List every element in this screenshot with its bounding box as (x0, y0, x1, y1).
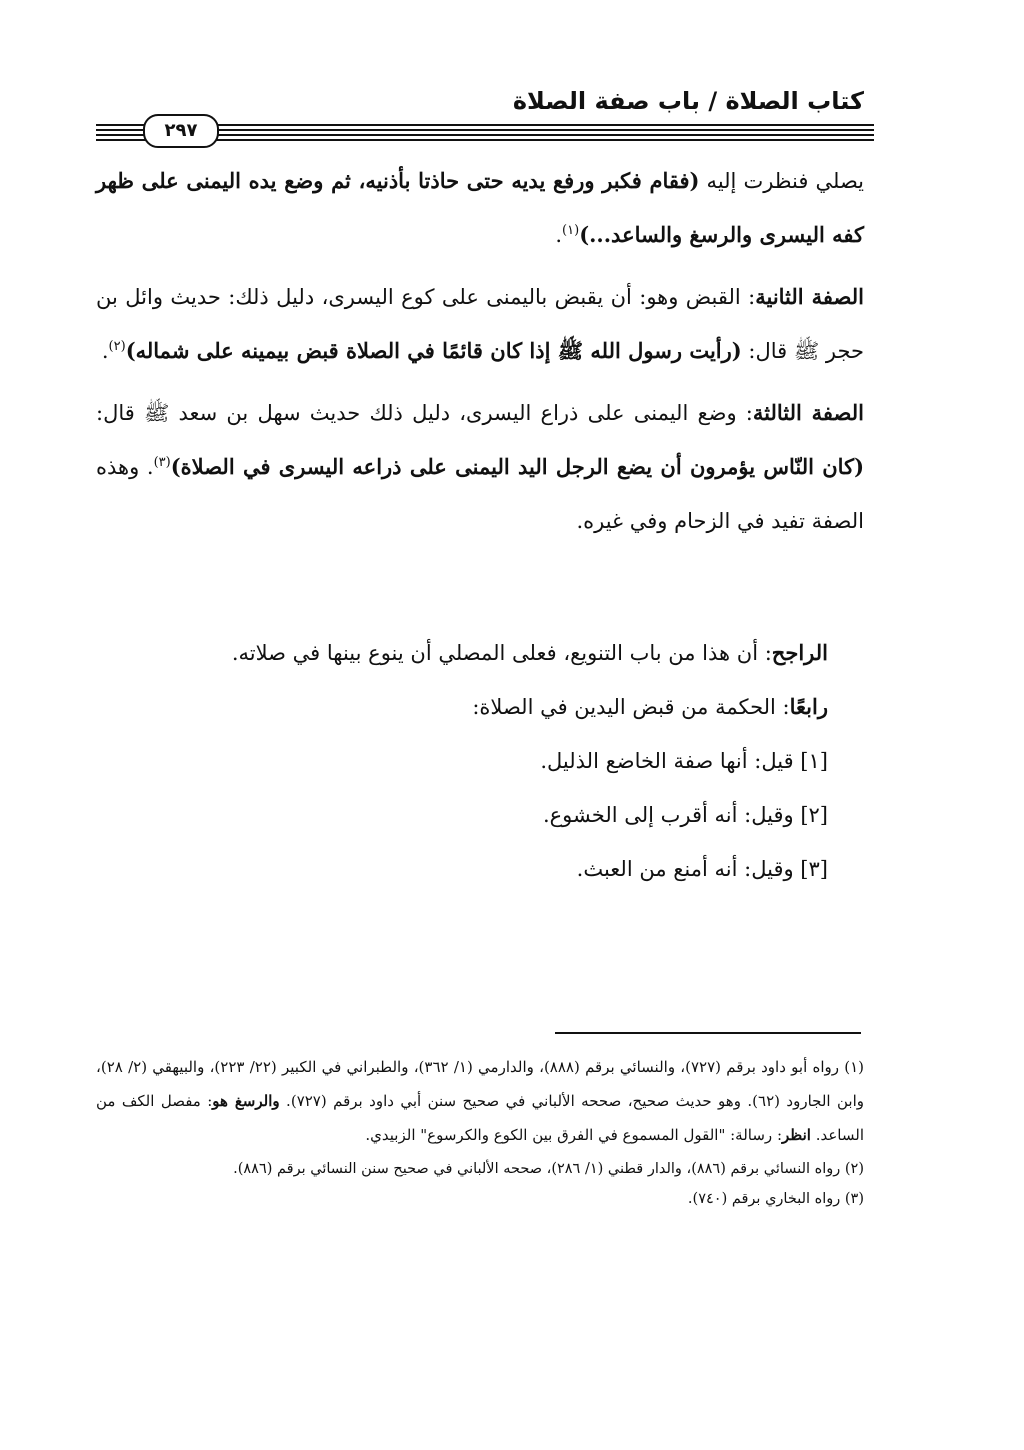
footnote-text: : مفصل الكف من الساعد. (96, 1092, 864, 1144)
footnotes (96, 1050, 864, 1214)
text-span: : القبض وهو: أن يقبض باليمنى على كوع اليسرى، دليل ذلك: حديث وائل بن حجر ﷺ قال: (96, 285, 864, 363)
list-item: [٣] وقيل: أنه أمنع من العبث. (576, 857, 828, 881)
section-label: الراجح (771, 640, 828, 665)
paragraph (96, 680, 828, 734)
footnote-label: والرسغ هو (212, 1092, 280, 1110)
hadith-quote: (كان النّاس يؤمرون أن يضع الرجل اليد اليمنى على ذراعه اليسرى في الصلاة) (170, 454, 865, 479)
paragraph (96, 270, 864, 378)
footnote-ref[interactable]: (٢) (108, 339, 126, 354)
footnote: (٢) رواه النسائي برقم (٨٨٦)، والدار قطني (١/ ٢٨٦)، صححه الألباني في صحيح سنن النسائي برقم (٨٨٦). (233, 1161, 864, 1177)
running-header-title: كتاب الصلاة / باب صفة الصلاة (512, 87, 864, 115)
text-span: : أن هذا من باب التنويع، فعلى المصلي أن ينوع بينها في صلاته. (231, 641, 772, 665)
conclusion-block (96, 626, 828, 896)
text-span: : الحكمة من قبض اليدين في الصلاة: (472, 695, 790, 719)
text-span: . (555, 223, 563, 247)
paragraph (96, 626, 828, 680)
footnote-label: انظر (782, 1126, 811, 1144)
paragraph (96, 386, 864, 548)
hadith-quote: (فقام فكبر ورفع يديه حتى حاذتا بأذنيه، ثم وضع يده اليمنى على ظهر كفه اليسرى والرسغ والساعد...) (96, 168, 864, 247)
page-number: ٢٩٧ (143, 114, 219, 148)
main-text (96, 154, 864, 556)
footnote-text: : رسالة: "القول المسموع في الفرق بين الكوع والكرسوع" الزبيدي. (365, 1126, 782, 1144)
text-span: يصلي فنظرت إليه (699, 169, 864, 193)
section-label: الصفة الثانية (755, 284, 864, 309)
text-span: . (101, 339, 109, 363)
footnote-ref[interactable]: (٣) (153, 455, 171, 470)
footnote-separator (555, 1032, 861, 1034)
section-label: الصفة الثالثة (752, 400, 864, 425)
text-span: . وهذه الصفة تفيد في الزحام وفي غيره. (96, 455, 864, 533)
footnote-text: (١) رواه أبو داود برقم (٧٢٧)، والنسائي برقم (٨٨٨)، والدارمي (١/ ٣٦٢)، والطبراني في الكبير (٢٢/ ٢٢٣)، والبيهقي (٢/ ٢٨)، وابن الجارود (٦٢). وهو حديث صحيح، صححه الألباني في صحيح سنن أبي داود برقم (٧٢٧). (96, 1058, 865, 1110)
footnote-ref[interactable]: (١) (562, 223, 580, 238)
paragraph (96, 154, 864, 262)
list-item: [٢] وقيل: أنه أقرب إلى الخشوع. (542, 803, 828, 827)
section-label: رابعًا (789, 694, 828, 719)
text-span: : وضع اليمنى على ذراع اليسرى، دليل ذلك حديث سهل بن سعد ﷺ قال: (96, 401, 753, 425)
footnote: (٣) رواه البخاري برقم (٧٤٠). (687, 1191, 864, 1207)
list-item: [١] قيل: أنها صفة الخاضع الذليل. (540, 749, 828, 773)
hadith-quote: (رأيت رسول الله ﷺ إذا كان قائمًا في الصلاة قبض بيمينه على شماله) (125, 338, 742, 363)
footnote (96, 1050, 864, 1152)
